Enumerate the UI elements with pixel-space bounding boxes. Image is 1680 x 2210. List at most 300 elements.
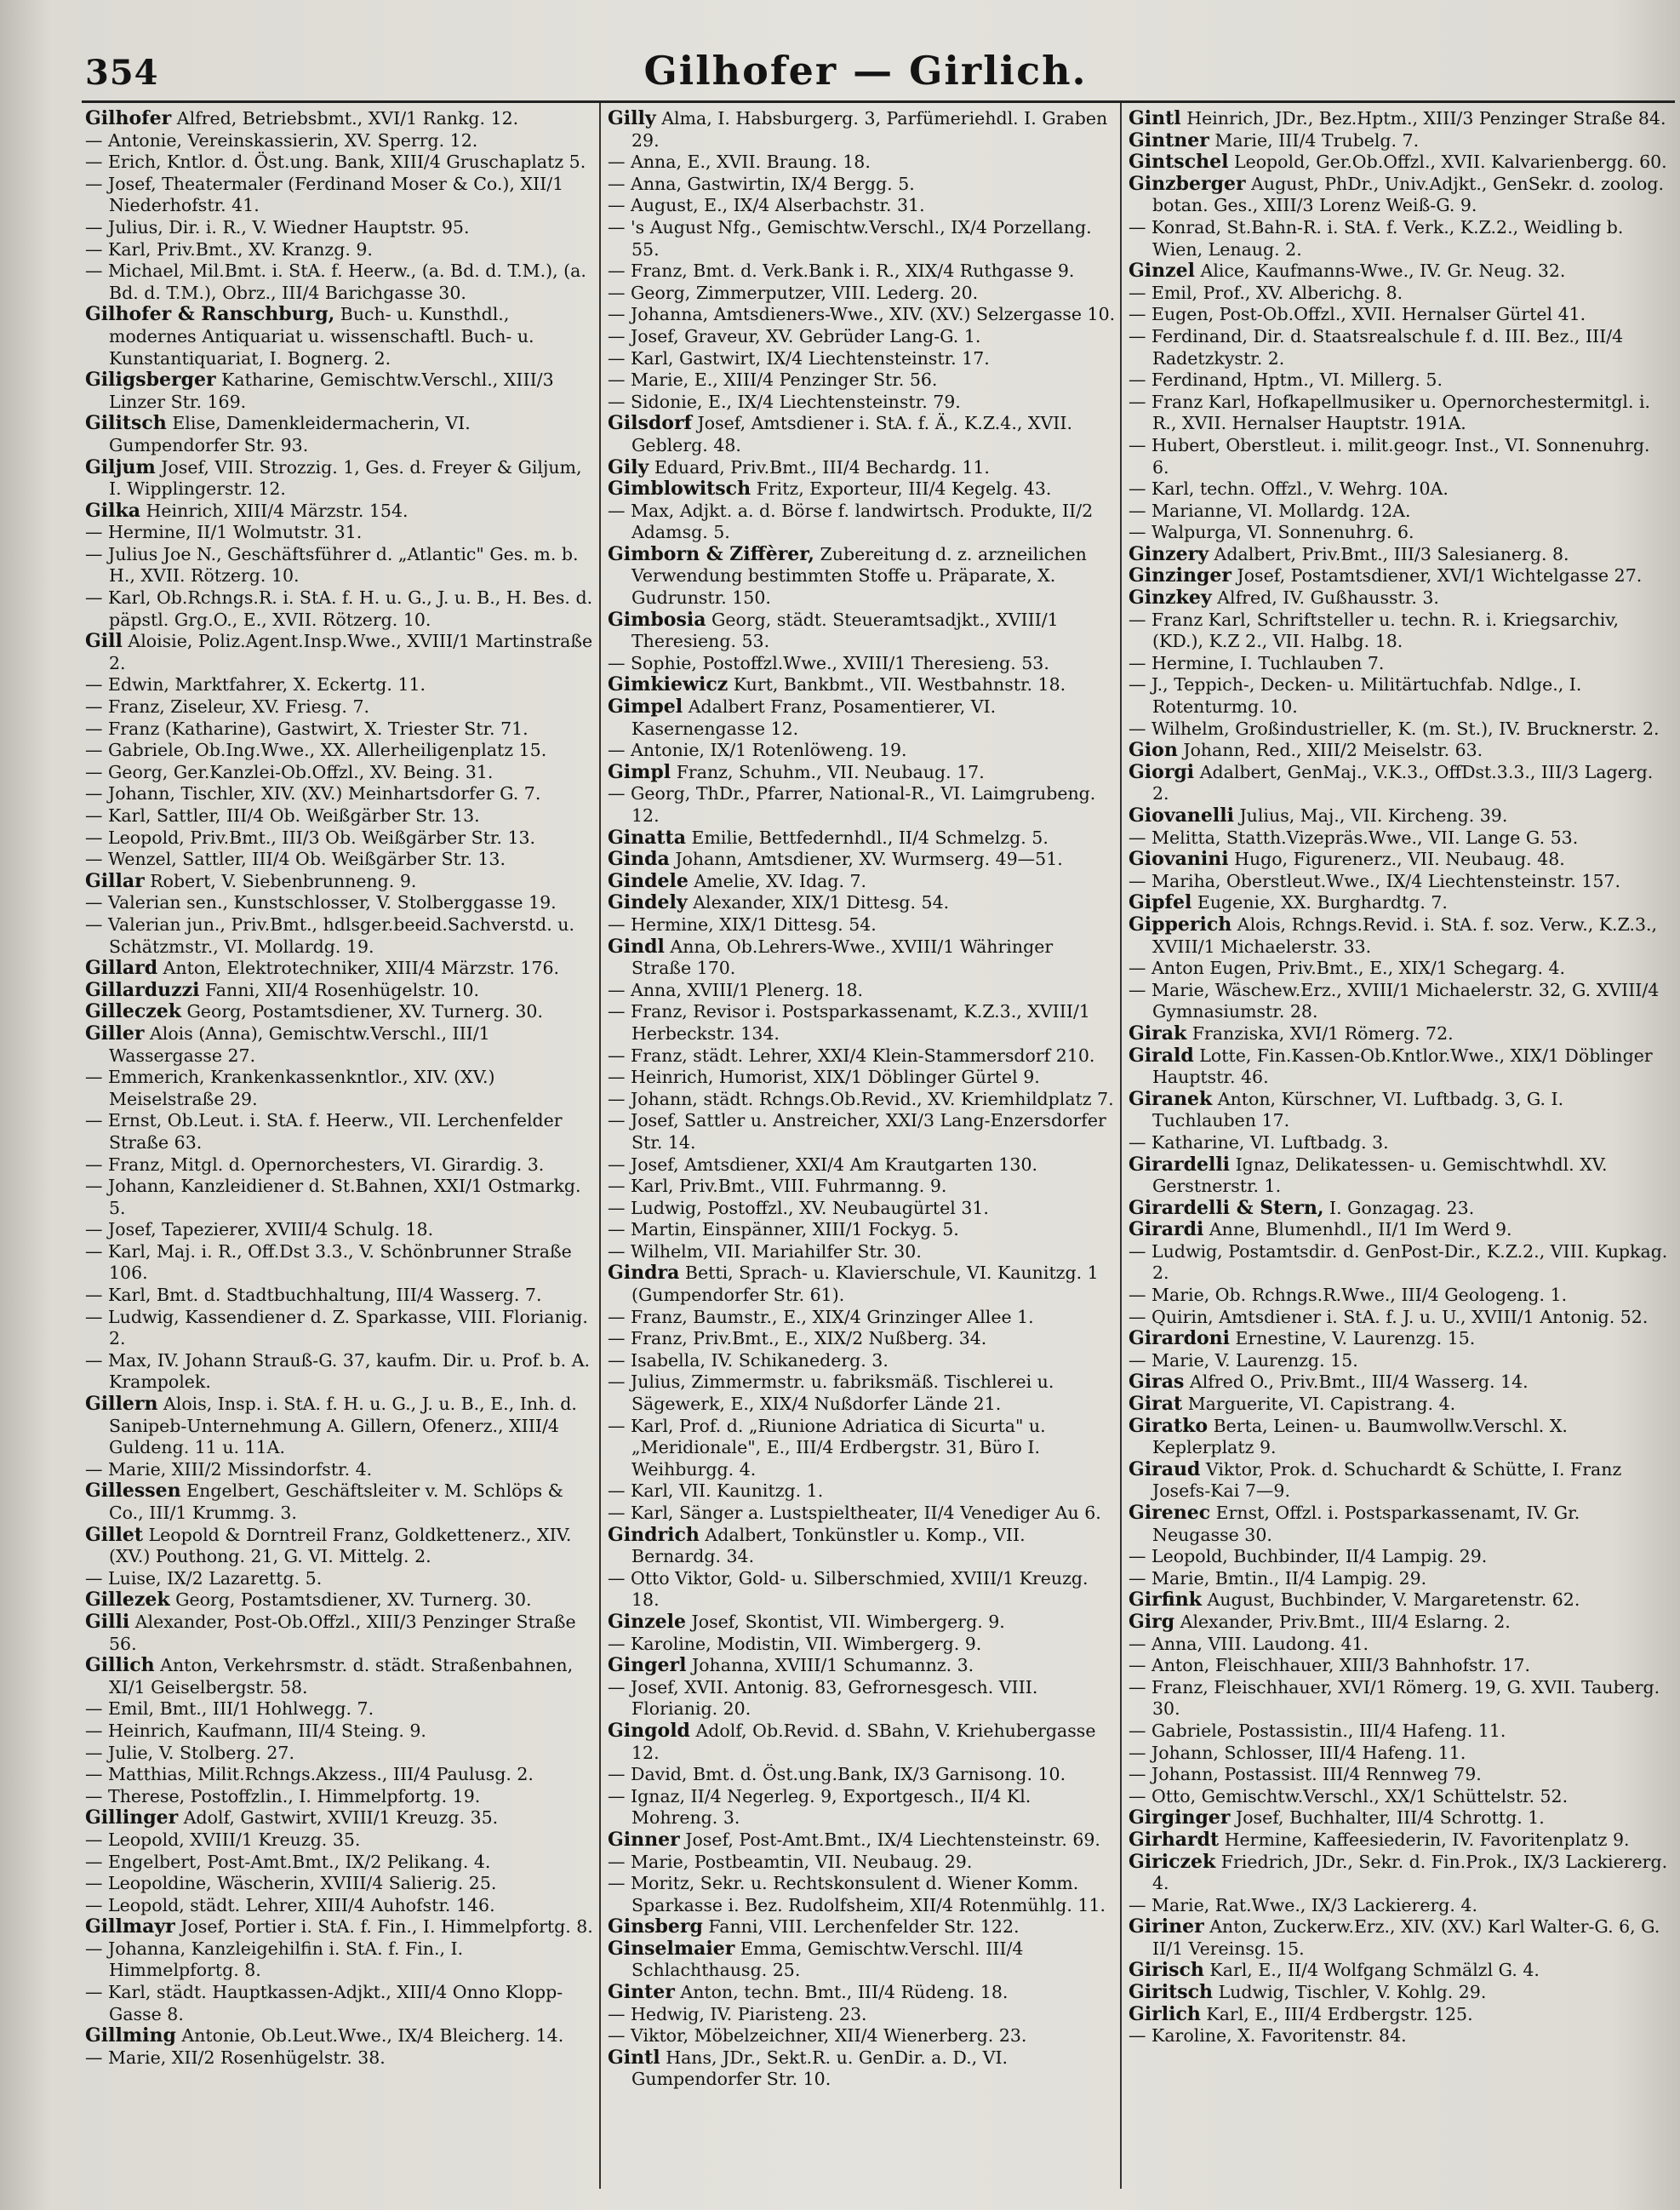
entry-details: — Karl, Prof. d. „Riunione Adriatica di Sicurta" u. „Meridionale", E., III/4 Erdbergstr. 31, Büro I. Weihburgg. 4. bbox=[608, 1415, 1046, 1480]
directory-entry bbox=[85, 631, 594, 674]
directory-entry bbox=[85, 1459, 594, 1481]
entry-details: Adalbert Franz, Posamentierer, VI. Kasernengasse 12. bbox=[631, 696, 997, 739]
entry-surname: Gillet bbox=[85, 1523, 144, 1546]
entry-details: — Otto Viktor, Gold- u. Silberschmied, XVIII/1 Kreuzg. 18. bbox=[608, 1567, 1089, 1611]
entry-details: — Franz, Revisor i. Postsparkassenamt, K.Z.3., XVIII/1 Herbeckstr. 134. bbox=[608, 1001, 1090, 1044]
entry-details: Kurt, Bankbmt., VII. Westbahnstr. 18. bbox=[733, 674, 1066, 696]
entry-details: — Wilhelm, VII. Mariahilfer Str. 30. bbox=[608, 1240, 922, 1262]
directory-entry bbox=[608, 762, 1117, 784]
directory-entry bbox=[85, 1067, 594, 1110]
directory-entry bbox=[1129, 261, 1670, 283]
entry-details: Josef, Post-Amt.Bmt., IX/4 Liechtensteinstr. 69. bbox=[685, 1829, 1100, 1850]
entry-details: — Anna, VIII. Laudong. 41. bbox=[1129, 1633, 1369, 1654]
entry-surname: Girhardt bbox=[1129, 1828, 1220, 1851]
directory-entry bbox=[85, 740, 594, 762]
entry-surname: Girak bbox=[1129, 1022, 1187, 1045]
directory-entry bbox=[85, 1916, 594, 1938]
entry-details: — Viktor, Möbelzeichner, XII/4 Wienerberg. 23. bbox=[608, 2025, 1027, 2047]
directory-entry bbox=[1129, 1655, 1670, 1677]
entry-surname: Gimpel bbox=[608, 696, 683, 719]
entry-details: — Wilhelm, Großindustrieller, K. (m. St.), IV. Brucknerstr. 2. bbox=[1129, 718, 1660, 739]
entry-details: Karl, E., III/4 Erdbergstr. 125. bbox=[1206, 2003, 1473, 2024]
directory-entry bbox=[608, 980, 1117, 1002]
entry-surname: Ginselmaier bbox=[608, 1937, 735, 1960]
directory-entry bbox=[608, 2047, 1117, 2091]
directory-entry bbox=[85, 1350, 594, 1394]
directory-entry bbox=[85, 1743, 594, 1765]
entry-surname: Gindra bbox=[608, 1262, 680, 1285]
entry-details: — Moritz, Sekr. u. Rechtskonsulent d. Wiener Komm. Sparkasse i. Bez. Rudolfsheim, XII/4 Rotenmühlg. 11. bbox=[608, 1873, 1106, 1915]
entry-details: Alfred O., Priv.Bmt., III/4 Wasserg. 14. bbox=[1189, 1371, 1529, 1393]
entry-details: Ernst, Offzl. i. Postsparkassenamt, IV. Gr. Neugasse 30. bbox=[1152, 1503, 1580, 1545]
directory-entry bbox=[85, 871, 594, 893]
entry-details: Franz, Schuhm., VII. Neubaug. 17. bbox=[676, 761, 985, 782]
entry-details: — Marie, E., XIII/4 Penzinger Str. 56. bbox=[608, 369, 938, 391]
entry-surname: Gimborn & Ziffèrer, bbox=[608, 542, 814, 565]
entry-details: Anna, Ob.Lehrers-Wwe., XVIII/1 Währinger Straße 170. bbox=[631, 936, 1054, 979]
entry-details: Johanna, XVIII/1 Schumannz. 3. bbox=[692, 1655, 974, 1676]
entry-surname: Gillern bbox=[85, 1393, 158, 1416]
entry-details: — Erich, Kntlor. d. Öst.ung. Bank, XIII/4 Gruschaplatz 5. bbox=[85, 152, 586, 173]
entry-details: — Franz, Fleischhauer, XVI/1 Römerg. 19, G. XVII. Tauberg. 30. bbox=[1129, 1676, 1660, 1720]
directory-entry bbox=[608, 1480, 1117, 1503]
directory-entry bbox=[1129, 1503, 1670, 1546]
entry-details: — Franz, Ziseleur, XV. Friesg. 7. bbox=[85, 696, 370, 718]
entry-details: Aloisie, Poliz.Agent.Insp.Wwe., XVIII/1 Martinstraße 2. bbox=[109, 631, 593, 673]
column-divider bbox=[599, 103, 601, 2189]
entry-details: Alexander, Post-Ob.Offzl., XIII/3 Penzinger Straße 56. bbox=[109, 1611, 576, 1654]
entry-surname: Girardoni bbox=[1129, 1327, 1230, 1350]
entry-details: — Konrad, St.Bahn-R. i. StA. f. Verk., K.Z.2., Weidling b. Wien, Lenaug. 2. bbox=[1129, 216, 1624, 260]
entry-surname: Girenec bbox=[1129, 1502, 1211, 1524]
entry-details: Heinrich, XIII/4 Märzstr. 154. bbox=[146, 500, 409, 521]
entry-details: — Karl, Maj. i. R., Off.Dst 3.3., V. Schönbrunner Straße 106. bbox=[85, 1240, 572, 1284]
entry-surname: Ginsberg bbox=[608, 1915, 703, 1938]
directory-entry bbox=[1129, 1241, 1670, 1285]
entry-details: — Quirin, Amtsdiener i. StA. f. J. u. U., XVIII/1 Antonig. 52. bbox=[1129, 1306, 1649, 1327]
directory-entry bbox=[85, 719, 594, 741]
entry-details: — Franz, Bmt. d. Verk.Bank i. R., XIX/4 Ruthgasse 9. bbox=[608, 261, 1075, 282]
directory-entry bbox=[85, 1001, 594, 1023]
directory-entry bbox=[85, 108, 594, 130]
directory-entry bbox=[608, 501, 1117, 544]
entry-details: — Julie, V. Stolberg. 27. bbox=[85, 1742, 294, 1763]
entry-details: — Marie, Wäschew.Erz., XVIII/1 Michaelerstr. 32, G. XVIII/4 Gymnasiumstr. 28. bbox=[1129, 979, 1660, 1022]
directory-entry bbox=[85, 849, 594, 871]
directory-entry bbox=[85, 827, 594, 850]
entry-details: — Ludwig, Postamtsdir. d. GenPost-Dir., K.Z.2., VIII. Kupkag. 2. bbox=[1129, 1240, 1668, 1284]
entry-details: Anton, Kürschner, VI. Luftbadg. 3, G. I. Tuchlauben 17. bbox=[1152, 1088, 1564, 1131]
entry-surname: Girald bbox=[1129, 1044, 1194, 1067]
entry-surname: Giraud bbox=[1129, 1457, 1201, 1480]
directory-entry bbox=[85, 2025, 594, 2047]
entry-details: — Julius Joe N., Geschäftsführer d. „Atlantic" Ges. m. b. H., XVII. Rötzerg. 10. bbox=[85, 543, 579, 587]
entry-details: — Johanna, Amtsdieners-Wwe., XIV. (XV.) Selzergasse 10. bbox=[608, 304, 1116, 325]
directory-entry bbox=[85, 1895, 594, 1917]
directory-entry bbox=[85, 1655, 594, 1698]
directory-entry bbox=[1129, 1350, 1670, 1372]
entry-details: Buch- u. Kunsthdl., modernes Antiquariat u. wissenschaftl. Buch- u. Kunstantiquariat, I. Bognerg. 2. bbox=[109, 304, 534, 369]
entry-details: — Karl, Sänger a. Lustspieltheater, II/4 Venediger Au 6. bbox=[608, 1503, 1101, 1523]
directory-entry bbox=[85, 762, 594, 784]
entry-surname: Gintner bbox=[1129, 129, 1209, 152]
entry-details: Josef, Postamtsdiener, XVI/1 Wichtelgasse 27. bbox=[1237, 565, 1643, 587]
entry-surname: Gimkiewicz bbox=[608, 673, 729, 696]
entry-details: — Valerian jun., Priv.Bmt., hdlsger.beeid.Sachverstd. u. Schätzmstr., VI. Mollardg. 19. bbox=[85, 913, 574, 957]
directory-entry bbox=[85, 501, 594, 523]
directory-entry bbox=[608, 369, 1117, 392]
directory-entry bbox=[1129, 762, 1670, 805]
running-title: Gilhofer — Girlich. bbox=[643, 48, 1088, 94]
directory-entry bbox=[608, 261, 1117, 283]
entry-details: — Engelbert, Post-Amt.Bmt., IX/2 Pelikang. 4. bbox=[85, 1851, 491, 1872]
directory-entry bbox=[85, 1023, 594, 1067]
entry-details: — Ludwig, Kassendiener d. Z. Sparkasse, VIII. Florianig. 2. bbox=[85, 1306, 588, 1349]
entry-details: Alfred, Betriebsbmt., XVI/1 Rankg. 12. bbox=[176, 108, 519, 129]
directory-entry bbox=[1129, 1307, 1670, 1329]
entry-details: — Anna, E., XVII. Braung. 18. bbox=[608, 152, 871, 173]
directory-entry bbox=[1129, 674, 1670, 718]
entry-details: Engelbert, Geschäftsleiter v. M. Schlöps & Co., III/1 Krummg. 3. bbox=[109, 1480, 563, 1523]
entry-details: Viktor, Prok. d. Schuchardt & Schütte, I. Franz Josefs-Kai 7—9. bbox=[1152, 1458, 1622, 1502]
directory-entry bbox=[1129, 587, 1670, 610]
page-header bbox=[77, 39, 1654, 99]
directory-entry bbox=[608, 1307, 1117, 1329]
directory-entry bbox=[1129, 435, 1670, 478]
entry-details: — Julius, Dir. i. R., V. Wiedner Hauptstr. 95. bbox=[85, 216, 470, 238]
entry-details: — Wenzel, Sattler, III/4 Ob. Weißgärber Str. 13. bbox=[85, 849, 506, 870]
column-divider bbox=[1120, 103, 1122, 2189]
entry-surname: Gingold bbox=[608, 1719, 690, 1742]
directory-entry bbox=[85, 1480, 594, 1524]
entry-details: — Leopold, Buchbinder, II/4 Lampig. 29. bbox=[1129, 1546, 1488, 1567]
directory-entry bbox=[85, 457, 594, 501]
directory-entry bbox=[608, 1677, 1117, 1720]
directory-entry bbox=[85, 1982, 594, 2025]
entry-details: Anton, Zuckerw.Erz., XIV. (XV.) Karl Walter-G. 6, G. II/1 Vereinsg. 15. bbox=[1152, 1916, 1660, 1959]
entry-details: — Josef, Theatermaler (Ferdinand Moser & Co.), XII/1 Niederhofstr. 41. bbox=[85, 173, 564, 216]
entry-surname: Gion bbox=[1129, 739, 1178, 762]
entry-details: Franziska, XVI/1 Römerg. 72. bbox=[1191, 1022, 1454, 1044]
directory-entry bbox=[85, 1525, 594, 1568]
directory-entry bbox=[1129, 1198, 1670, 1220]
directory-entry bbox=[608, 1916, 1117, 1938]
directory-entry bbox=[608, 2004, 1117, 2026]
directory-entry bbox=[85, 1698, 594, 1720]
directory-entry bbox=[85, 369, 594, 413]
entry-details: — Marie, Bmtin., II/4 Lampig. 29. bbox=[1129, 1567, 1427, 1589]
directory-entry bbox=[85, 1829, 594, 1852]
entry-surname: Girginger bbox=[1129, 1806, 1231, 1829]
directory-entry bbox=[85, 217, 594, 239]
directory-entry bbox=[608, 1371, 1117, 1415]
entry-details: Alma, I. Habsburgerg. 3, Parfümeriehdl. I. Graben 29. bbox=[631, 108, 1108, 151]
entry-details: Georg, Postamtsdiener, XV. Turnerg. 30. bbox=[186, 1001, 543, 1022]
entry-details: — Gabriele, Postassistin., III/4 Hafeng. 11. bbox=[1129, 1720, 1506, 1741]
directory-entry bbox=[85, 783, 594, 805]
directory-entry bbox=[608, 1045, 1117, 1068]
directory-entry bbox=[1129, 217, 1670, 261]
entry-details: Josef, Portier i. StA. f. Fin., I. Himmelpfortg. 8. bbox=[180, 1916, 593, 1938]
entry-surname: Girg bbox=[1129, 1610, 1175, 1633]
directory-entry bbox=[1129, 478, 1670, 501]
entry-surname: Gillinger bbox=[85, 1806, 179, 1829]
entry-details: — Sophie, Postoffzl.Wwe., XVIII/1 Theresieng. 53. bbox=[608, 652, 1049, 673]
entry-surname: Gilhofer bbox=[85, 108, 172, 129]
directory-entry bbox=[1129, 653, 1670, 675]
directory-entry bbox=[85, 958, 594, 980]
directory-entry bbox=[1129, 392, 1670, 435]
entry-surname: Ginzel bbox=[1129, 260, 1195, 283]
entry-details: Alois, Rchngs.Revid. i. StA. f. soz. Verw., K.Z.3., XVIII/1 Michaelerstr. 33. bbox=[1152, 913, 1658, 957]
entry-details: — Leopold, Priv.Bmt., III/3 Ob. Weißgärber Str. 13. bbox=[85, 827, 536, 848]
directory-entry bbox=[85, 152, 594, 174]
entry-details: — Franz Karl, Schriftsteller u. techn. R. i. Kriegsarchiv, (KD.), K.Z 2., VII. Halbg. 18. bbox=[1129, 609, 1620, 652]
entry-details: — Anton, Fleischhauer, XIII/3 Bahnhofstr. 17. bbox=[1129, 1655, 1530, 1676]
entry-details: Elise, Damenkleidermacherin, VI. Gumpendorfer Str. 93. bbox=[109, 413, 471, 455]
entry-surname: Ginzkey bbox=[1129, 587, 1212, 610]
entry-surname: Gipfel bbox=[1129, 891, 1192, 914]
entry-details: — Franz, städt. Lehrer, XXI/4 Klein-Stammersdorf 210. bbox=[608, 1045, 1095, 1066]
directory-entry bbox=[85, 304, 594, 369]
directory-entry bbox=[1129, 1960, 1670, 1982]
directory-entry bbox=[1129, 369, 1670, 392]
directory-entry bbox=[608, 849, 1117, 871]
entry-details: — Hubert, Oberstleut. i. milit.geogr. Inst., VI. Sonnenuhrg. 6. bbox=[1129, 434, 1650, 478]
entry-details: — 's August Nfg., Gemischtw.Verschl., IX/4 Porzellang. 55. bbox=[608, 216, 1092, 260]
directory-entry bbox=[1129, 958, 1670, 980]
entry-details: Josef, VIII. Strozzig. 1, Ges. d. Freyer & Giljum, I. Wipplingerstr. 12. bbox=[109, 456, 582, 500]
entry-surname: Giovanini bbox=[1129, 848, 1229, 871]
entry-details: — Josef, Tapezierer, XVIII/4 Schulg. 18. bbox=[85, 1219, 434, 1240]
directory-entry bbox=[608, 304, 1117, 326]
entry-details: — J., Teppich-, Decken- u. Militärtuchfab. Ndlge., I. Rotenturmg. 10. bbox=[1129, 674, 1582, 718]
entry-surname: Girisch bbox=[1129, 1959, 1204, 1982]
entry-details: August, Buchbinder, V. Margaretenstr. 62. bbox=[1207, 1589, 1580, 1611]
entry-surname: Gilhofer & Ranschburg, bbox=[85, 303, 335, 326]
entry-surname: Ginda bbox=[608, 848, 670, 871]
entry-details: — Marie, V. Laurenzg. 15. bbox=[1129, 1349, 1358, 1371]
directory-entry bbox=[608, 1262, 1117, 1306]
directory-entry bbox=[85, 914, 594, 958]
directory-entry bbox=[608, 1176, 1117, 1198]
directory-entry bbox=[1129, 1720, 1670, 1743]
entry-details: Julius, Maj., VII. Kircheng. 39. bbox=[1239, 805, 1508, 826]
directory-entry bbox=[608, 1764, 1117, 1786]
directory-entry bbox=[85, 1394, 594, 1459]
entry-surname: Girlich bbox=[1129, 2002, 1201, 2025]
directory-entry bbox=[608, 2025, 1117, 2047]
entry-details: Adalbert, Priv.Bmt., III/3 Salesianerg. 8. bbox=[1214, 543, 1569, 564]
entry-details: — Hermine, XIX/1 Dittesg. 54. bbox=[608, 913, 877, 935]
entry-surname: Giranek bbox=[1129, 1087, 1213, 1110]
entry-details: — Max, Adjkt. a. d. Börse f. landwirtsch. Produkte, II/2 Adamsg. 5. bbox=[608, 500, 1094, 543]
entry-details: Fanni, XII/4 Rosenhügelstr. 10. bbox=[204, 979, 480, 1000]
entry-details: — Franz (Katharine), Gastwirt, X. Triester Str. 71. bbox=[85, 718, 529, 739]
directory-column-2 bbox=[608, 108, 1117, 2185]
entry-details: Friedrich, JDr., Sekr. d. Fin.Prok., IX/3 Lackiererg. 4. bbox=[1152, 1851, 1668, 1894]
directory-entry bbox=[1129, 805, 1670, 827]
entry-details: — Karl, Bmt. d. Stadtbuchhaltung, III/4 Wasserg. 7. bbox=[85, 1285, 542, 1306]
directory-entry bbox=[1129, 1634, 1670, 1656]
entry-details: — Emmerich, Krankenkassenkntlor., XIV. (XV.) Meiselstraße 29. bbox=[85, 1067, 495, 1109]
entry-details: — Georg, ThDr., Pfarrer, National-R., VI. Laimgrubeng. 12. bbox=[608, 783, 1096, 826]
entry-surname: Gindl bbox=[608, 935, 665, 958]
directory-entry bbox=[1129, 501, 1670, 523]
directory-entry bbox=[608, 827, 1117, 850]
directory-entry bbox=[1129, 1371, 1670, 1394]
directory-entry bbox=[85, 1764, 594, 1786]
entry-surname: Ginner bbox=[608, 1828, 680, 1851]
entry-surname: Giligsberger bbox=[85, 369, 216, 392]
entry-details: Johann, Red., XIII/2 Meiselstr. 63. bbox=[1183, 740, 1483, 761]
entry-surname: Gingerl bbox=[608, 1654, 687, 1677]
directory-entry bbox=[1129, 1219, 1670, 1241]
entry-surname: Giorgi bbox=[1129, 760, 1195, 783]
directory-entry bbox=[608, 696, 1117, 740]
directory-entry bbox=[85, 1807, 594, 1829]
entry-surname: Gillmayr bbox=[85, 1915, 175, 1938]
entry-surname: Ginzery bbox=[1129, 542, 1209, 565]
entry-details: — Franz, Baumstr., E., XIX/4 Grinzinger Allee 1. bbox=[608, 1306, 1034, 1327]
directory-entry bbox=[85, 1852, 594, 1874]
entry-surname: Ginatta bbox=[608, 826, 686, 849]
entry-surname: Gintl bbox=[608, 2046, 660, 2069]
directory-entry bbox=[1129, 827, 1670, 850]
directory-entry bbox=[85, 1154, 594, 1177]
entry-surname: Gillezek bbox=[85, 1589, 170, 1612]
entry-details: Johann, Amtsdiener, XV. Wurmserg. 49—51. bbox=[675, 849, 1063, 870]
directory-entry bbox=[1129, 610, 1670, 653]
directory-entry bbox=[608, 1067, 1117, 1089]
entry-details: Alexander, Priv.Bmt., III/4 Eslarng. 2. bbox=[1180, 1611, 1511, 1632]
entry-surname: Ginzinger bbox=[1129, 564, 1231, 587]
directory-entry bbox=[85, 805, 594, 827]
entry-surname: Girat bbox=[1129, 1393, 1183, 1416]
directory-entry bbox=[85, 239, 594, 261]
entry-details: Eugenie, XX. Burghardtg. 7. bbox=[1197, 892, 1448, 913]
directory-entry bbox=[608, 610, 1117, 653]
entry-details: — Luise, IX/2 Lazarettg. 5. bbox=[85, 1567, 323, 1589]
entry-details: — Georg, Ger.Kanzlei-Ob.Offzl., XV. Being. 31. bbox=[85, 761, 494, 782]
directory-entry bbox=[1129, 174, 1670, 217]
directory-entry bbox=[608, 653, 1117, 675]
entry-details: Hans, JDr., Sekt.R. u. GenDir. a. D., VI. Gumpendorfer Str. 10. bbox=[631, 2047, 1009, 2090]
entry-details: — Ignaz, II/4 Negerleg. 9, Exportgesch., II/4 Kl. Mohreng. 3. bbox=[608, 1785, 1031, 1829]
entry-details: — Marie, Postbeamtin, VII. Neubaug. 29. bbox=[608, 1851, 973, 1872]
entry-details: — Johann, Postassist. III/4 Rennweg 79. bbox=[1129, 1764, 1482, 1785]
directory-entry bbox=[608, 392, 1117, 414]
directory-entry bbox=[85, 980, 594, 1002]
entry-surname: Gilka bbox=[85, 499, 141, 522]
directory-entry bbox=[608, 478, 1117, 501]
entry-details: Josef, Amtsdiener i. StA. f. Ä., K.Z.4., XVII. Geblerg. 48. bbox=[631, 413, 1072, 455]
entry-details: — Karl, Priv.Bmt., VIII. Fuhrmanng. 9. bbox=[608, 1176, 947, 1197]
directory-entry bbox=[608, 1720, 1117, 1764]
directory-entry bbox=[85, 587, 594, 631]
entry-details: — Antonie, IX/1 Rotenlöweng. 19. bbox=[608, 740, 907, 761]
directory-entry bbox=[608, 871, 1117, 893]
directory-entry bbox=[85, 1589, 594, 1612]
directory-entry bbox=[85, 1568, 594, 1590]
entry-surname: Gillarduzzi bbox=[85, 978, 200, 1001]
entry-details: Ernestine, V. Laurenzg. 15. bbox=[1235, 1328, 1476, 1349]
entry-details: Emilie, Bettfedernhdl., II/4 Schmelzg. 5. bbox=[691, 827, 1049, 848]
directory-entry bbox=[1129, 1045, 1670, 1089]
entry-details: — Karl, städt. Hauptkassen-Adjkt., XIII/4 Onno Klopp-Gasse 8. bbox=[85, 1982, 563, 2024]
directory-entry bbox=[1129, 1285, 1670, 1307]
directory-entry bbox=[1129, 1982, 1670, 2004]
entry-details: Adalbert, GenMaj., V.K.3., OffDst.3.3., III/3 Lagerg. 2. bbox=[1152, 761, 1654, 804]
entry-surname: Gillessen bbox=[85, 1480, 181, 1503]
entry-surname: Giljum bbox=[85, 455, 156, 478]
entry-details: — Michael, Mil.Bmt. i. StA. f. Heerw., (a. Bd. d. T.M.), (a. Bd. d. T.M.), Obrz., III/4 Barichgasse 30. bbox=[85, 261, 586, 303]
entry-surname: Gintl bbox=[1129, 108, 1181, 129]
entry-details: — Karl, Sattler, III/4 Ob. Weißgärber Str. 13. bbox=[85, 805, 480, 826]
entry-details: — Heinrich, Kaufmann, III/4 Steing. 9. bbox=[85, 1720, 426, 1741]
entry-details: Adalbert, Tonkünstler u. Komp., VII. Bernardg. 34. bbox=[631, 1524, 1026, 1567]
entry-details: — Antonie, Vereinskassierin, XV. Sperrg. 12. bbox=[85, 129, 478, 151]
directory-entry bbox=[85, 1110, 594, 1154]
entry-surname: Giriczek bbox=[1129, 1850, 1216, 1873]
directory-entry bbox=[608, 1938, 1117, 1982]
directory-entry bbox=[608, 740, 1117, 762]
entry-details: Anton, Verkehrsmstr. d. städt. Straßenbahnen, XI/1 Geiselbergstr. 58. bbox=[109, 1655, 574, 1698]
directory-entry bbox=[1129, 1154, 1670, 1198]
directory-entry bbox=[85, 261, 594, 304]
entry-details: — Melitta, Statth.Vizepräs.Wwe., VII. Lange G. 53. bbox=[1129, 827, 1579, 848]
entry-surname: Girardelli bbox=[1129, 1153, 1231, 1176]
entry-details: — Leopold, XVIII/1 Kreuzg. 35. bbox=[85, 1829, 361, 1850]
entry-surname: Gimpl bbox=[608, 760, 671, 783]
directory-entry bbox=[1129, 740, 1670, 762]
directory-entry bbox=[1129, 522, 1670, 544]
directory-entry bbox=[608, 1110, 1117, 1154]
entry-surname: Gipperich bbox=[1129, 913, 1232, 936]
directory-entry bbox=[1129, 1589, 1670, 1612]
directory-entry bbox=[1129, 1132, 1670, 1154]
entry-details: Alois, Insp. i. StA. f. H. u. G., J. u. B., E., Inh. d. Sanipeb-Unternehmung A. Gillern, Ofenerz., XIII/4 Guldeng. 11 u. 11A. bbox=[109, 1394, 577, 1458]
entry-details: — Marie, XII/2 Rosenhügelstr. 38. bbox=[85, 2047, 386, 2068]
entry-details: — Karl, Priv.Bmt., XV. Kranzg. 9. bbox=[85, 238, 373, 260]
entry-details: Josef, Buchhalter, III/4 Schrottg. 1. bbox=[1235, 1807, 1545, 1829]
directory-entry bbox=[85, 696, 594, 719]
directory-entry bbox=[1129, 152, 1670, 174]
directory-entry bbox=[608, 892, 1117, 914]
directory-entry bbox=[608, 152, 1117, 174]
entry-details: — Matthias, Milit.Rchngs.Akzess., III/4 Paulusg. 2. bbox=[85, 1764, 534, 1785]
entry-surname: Ginter bbox=[608, 1981, 675, 2004]
entry-details: Anne, Blumenhdl., II/1 Im Werd 9. bbox=[1209, 1219, 1512, 1240]
directory-entry bbox=[1129, 1786, 1670, 1808]
directory-entry bbox=[608, 413, 1117, 456]
entry-details: — Katharine, VI. Luftbadg. 3. bbox=[1129, 1131, 1389, 1153]
entry-details: — Emil, Bmt., III/1 Hohlwegg. 7. bbox=[85, 1698, 374, 1720]
entry-details: Georg, städt. Steueramtsadjkt., XVIII/1 Theresieng. 53. bbox=[631, 609, 1059, 652]
directory-entry bbox=[85, 1873, 594, 1895]
directory-entry bbox=[1129, 304, 1670, 326]
directory-entry bbox=[1129, 1568, 1670, 1590]
entry-details: — Edwin, Marktfahrer, X. Eckertg. 11. bbox=[85, 674, 426, 696]
entry-details: — Josef, Sattler u. Anstreicher, XXI/3 Lang-Enzersdorfer Str. 14. bbox=[608, 1110, 1106, 1153]
directory-entry bbox=[608, 914, 1117, 936]
entry-details: I. Gonzagag. 23. bbox=[1329, 1197, 1475, 1218]
entry-surname: Gilli bbox=[85, 1610, 130, 1633]
entry-details: — Josef, XVII. Antonig. 83, Gefrornesgesch. VIII. Florianig. 20. bbox=[608, 1676, 1038, 1720]
directory-entry bbox=[1129, 1328, 1670, 1350]
entry-details: Heinrich, JDr., Bez.Hptm., XIII/3 Penzinger Straße 84. bbox=[1186, 108, 1666, 129]
entry-details: — Sidonie, E., IX/4 Liechtensteinstr. 79. bbox=[608, 391, 961, 412]
